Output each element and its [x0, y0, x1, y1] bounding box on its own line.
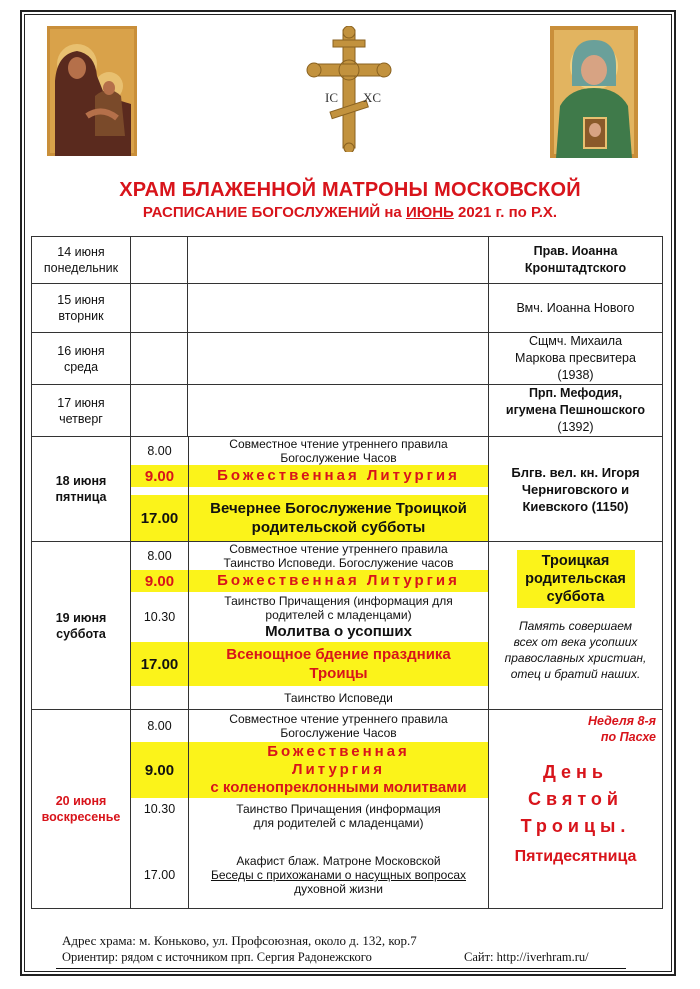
schedule-table	[31, 236, 663, 909]
saint-line: (1392)	[557, 420, 594, 434]
vigil-label	[189, 642, 488, 686]
service-desc	[188, 642, 488, 686]
saint-line: (1938)	[557, 368, 594, 382]
service-desc	[188, 592, 488, 642]
feast-title	[489, 759, 662, 840]
pentecost-label: Пятидесятница	[514, 848, 637, 865]
service-row	[131, 437, 488, 465]
service-cell	[188, 333, 489, 385]
website-link[interactable]: Сайт: http://iverhram.ru/	[464, 950, 589, 964]
subtitle-prefix: РАСПИСАНИЕ БОГОСЛУЖЕНИЙ на	[142, 204, 406, 221]
landmark-line: Ориентир: рядом с источником прп. Сергия Радонежского	[62, 950, 372, 964]
day-date: 14 июня	[57, 245, 105, 259]
day-cell	[32, 237, 131, 284]
service-desc	[188, 437, 488, 465]
service-time: 8.00	[147, 444, 172, 458]
feast-line: родительская	[525, 571, 626, 587]
service-time: 17.00	[131, 495, 188, 541]
spacer	[188, 487, 488, 495]
feast-line: суббота	[546, 589, 605, 605]
service-line: Таинство Причащения (информация	[236, 802, 441, 816]
service-line: родителей с младенцами)	[265, 607, 412, 622]
cross-right-letters: XC	[363, 90, 382, 105]
service-spacer	[131, 487, 488, 495]
time-cell	[131, 237, 188, 284]
saint-line: Сщмч. Михаила	[528, 334, 623, 348]
service-row	[131, 642, 488, 686]
matrona-icon	[550, 26, 638, 158]
week-line: по Пасхе	[600, 730, 656, 744]
day-cell	[32, 437, 131, 542]
services-block	[131, 437, 489, 542]
service-time	[131, 686, 188, 709]
service-desc	[188, 465, 488, 487]
feast-line: Святой	[528, 789, 623, 809]
service-line: для родителей с младенцами)	[253, 816, 424, 830]
saint-line: Маркова пресвитера	[515, 351, 636, 365]
service-row	[131, 542, 488, 570]
service-line: Троицы	[309, 665, 368, 682]
day-weekday: четверг	[59, 411, 103, 426]
saint-cell: Прав. Иоанна Кронштадтского	[489, 237, 663, 284]
feast-line: Троицкая	[541, 553, 610, 569]
liturgy-label: Божественная Литургия	[189, 465, 488, 487]
service-line: с коленопреклонными молитвами	[210, 779, 467, 796]
service-line: родительской субботы	[251, 519, 426, 536]
service-time: 9.00	[131, 742, 188, 798]
service-desc	[188, 495, 488, 541]
saint-cell	[489, 710, 663, 909]
service-desc	[188, 742, 488, 798]
feast-badge	[517, 550, 635, 608]
service-row	[131, 742, 488, 798]
service-row	[131, 495, 488, 541]
week-line: Неделя 8-я	[587, 714, 656, 728]
saint-line: Прп. Мефодия,	[528, 386, 623, 400]
saint-cell	[489, 385, 663, 437]
page-subtitle	[0, 204, 700, 221]
saint-cell	[489, 333, 663, 385]
saint-line: игумена Пешношского	[505, 403, 646, 417]
day-cell	[32, 333, 131, 385]
day-cell	[32, 542, 131, 710]
saint-line: Черниговского и	[521, 481, 630, 497]
day-date: 18 июня	[55, 474, 107, 488]
time-cell	[131, 385, 188, 437]
service-row	[131, 592, 488, 642]
saint-cell	[489, 542, 663, 710]
service-desc	[188, 542, 488, 570]
table-row	[32, 237, 663, 284]
day-weekday: среда	[63, 359, 99, 374]
table-row	[32, 333, 663, 385]
address-text: Адрес храма: м. Коньково, ул. Профсоюзная, около д. 132, кор.7	[62, 933, 417, 948]
service-line: Божественная	[267, 743, 410, 760]
service-line: Таинство Причащения (информация для	[224, 593, 453, 608]
day-weekday: вторник	[58, 309, 104, 323]
footer-divider	[56, 968, 626, 969]
week-label	[489, 713, 662, 745]
service-line: Вечернее Богослужение Троицкой	[210, 500, 467, 517]
service-time: 8.00	[147, 549, 172, 563]
day-cell	[32, 284, 131, 333]
service-row	[131, 710, 488, 742]
service-time: 10.30	[143, 610, 176, 624]
cross-left-letters: IC	[325, 90, 338, 105]
service-row	[131, 686, 488, 709]
day-weekday: воскресенье	[41, 810, 121, 824]
theotokos-icon	[47, 26, 137, 156]
table-row	[32, 385, 663, 437]
service-desc	[188, 842, 488, 908]
service-time: 9.00	[131, 570, 188, 592]
service-line: Совместное чтение утреннего правила	[229, 542, 448, 556]
subtitle-month: ИЮНЬ	[405, 204, 454, 221]
service-row	[131, 465, 488, 487]
service-desc: Таинство Исповеди	[188, 686, 488, 709]
service-desc	[188, 710, 488, 742]
table-row	[32, 284, 663, 333]
service-line: Акафист блаж. Матроне Московской	[236, 854, 441, 868]
service-desc	[188, 798, 488, 842]
saint-line: Блгв. вел. кн. Игоря	[511, 464, 640, 480]
memorial-prayer-label: Молитва о усопших	[265, 622, 412, 640]
day-weekday: суббота	[56, 626, 106, 641]
trinity-liturgy-label	[189, 742, 488, 798]
service-line: Совместное чтение утреннего правила	[229, 437, 448, 451]
note-line: Память совершаем	[518, 619, 633, 633]
day-date: 17 июня	[57, 395, 105, 410]
service-line: Совместное чтение утреннего правила	[229, 712, 448, 726]
services-block	[131, 542, 489, 710]
liturgy-label: Божественная Литургия	[189, 570, 488, 592]
service-row	[131, 798, 488, 842]
service-cell	[188, 385, 489, 437]
note-line: всех от века усопших	[513, 635, 638, 649]
service-time: 17.00	[143, 868, 176, 882]
service-line: Всенощное бдение праздника	[226, 646, 451, 663]
service-time: 8.00	[147, 719, 172, 733]
table-row	[32, 437, 663, 542]
day-date: 20 июня	[55, 794, 107, 808]
service-line: духовной жизни	[294, 882, 383, 896]
day-date: 16 июня	[57, 343, 105, 358]
service-row	[131, 842, 488, 908]
service-cell	[188, 237, 489, 284]
service-line: Литургия	[291, 761, 385, 778]
service-time: 9.00	[131, 465, 188, 487]
service-line: Таинство Исповеди. Богослужение часов	[223, 556, 454, 570]
feast-line: Троицы.	[520, 816, 631, 836]
time-cell	[131, 333, 188, 385]
service-row	[131, 570, 488, 592]
table-row	[32, 710, 663, 909]
service-desc	[188, 570, 488, 592]
service-cell	[188, 284, 489, 333]
service-line: Беседы с прихожанами о насущных вопросах	[210, 868, 467, 882]
service-time: 17.00	[131, 642, 188, 686]
spacer	[131, 487, 188, 495]
day-weekday: понедельник	[43, 261, 119, 275]
service-time: 10.30	[143, 802, 176, 816]
time-cell	[131, 284, 188, 333]
note-line: отец и братий наших.	[510, 667, 641, 681]
saint-cell: Вмч. Иоанна Нового	[489, 284, 663, 333]
memorial-note	[489, 618, 662, 682]
saint-cell	[489, 437, 663, 542]
day-date: 19 июня	[55, 610, 107, 625]
service-line: Богослужение Часов	[280, 726, 397, 740]
services-block	[131, 710, 489, 909]
vespers-label	[189, 495, 488, 541]
landmark-text	[62, 950, 589, 965]
feast-line: День	[543, 762, 608, 782]
day-weekday: пятница	[55, 490, 107, 504]
table-row	[32, 542, 663, 710]
day-cell	[32, 710, 131, 909]
day-cell	[32, 385, 131, 437]
note-line: православных христиан,	[504, 651, 647, 665]
day-date: 15 июня	[57, 293, 105, 307]
subtitle-suffix: 2021 г. по Р.Х.	[453, 204, 558, 221]
saint-line: Киевского (1150)	[522, 498, 629, 514]
page-title: ХРАМ БЛАЖЕННОЙ МАТРОНЫ МОСКОВСКОЙ	[119, 179, 581, 201]
service-line: Богослужение Часов	[280, 451, 397, 465]
orthodox-cross-icon	[306, 26, 392, 152]
